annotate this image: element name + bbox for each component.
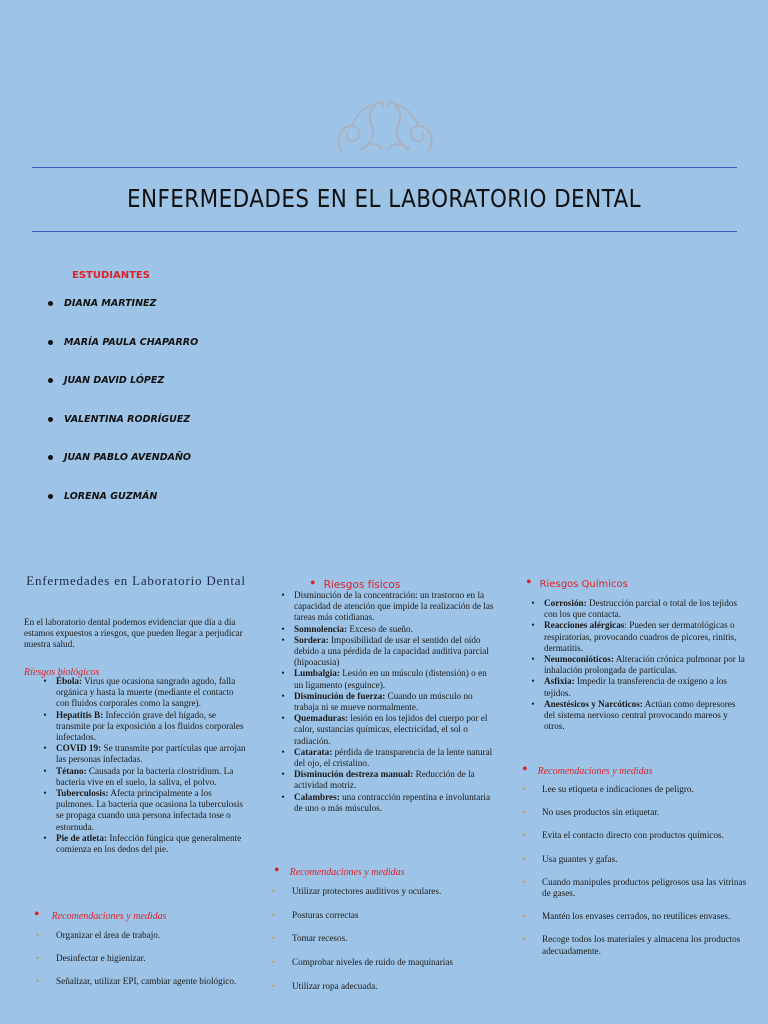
bullet-icon: [48, 417, 53, 422]
col1-rec-title: • Recomendaciones y medidas: [34, 906, 167, 923]
col2-rec-title: • Recomendaciones y medidas: [274, 862, 405, 879]
col1-recs: [36, 930, 246, 988]
bottom-divider: [32, 231, 737, 232]
list-item: • Somnolencia: Exceso de sueño.: [281, 623, 413, 634]
list-item: • Tuberculosis: Afecta principalmente a los pulmones. La bacteria que ocasiona la tuberculosis se propaga cuando una persona infectada tose o estornuda.: [43, 788, 244, 832]
student-item: JUAN DAVID LÓPEZ: [48, 375, 198, 414]
student-item: DIANA MARTINEZ: [48, 298, 198, 337]
col1-items: [34, 676, 246, 855]
column1-intro: En el laboratorio dental podemos evidenciar que día a día estamos expuestos a riesgos, que pueden llegar a perjudicar nuestra salud.: [24, 617, 243, 650]
list-item: • Quemaduras: lesión en los tejidos del cuerpo por el calor, sustancias químicas, electricidad, el sol o radiación.: [281, 713, 488, 746]
col3-items: [522, 598, 748, 732]
list-item: • Desinfectar e higienizar.: [36, 953, 146, 964]
list-item: • Reacciones alérgicas: Pueden ser dermatológicas o respiratorias, provocando cuadros de picores, rinitis, dermatitis.: [531, 620, 737, 653]
list-item: • Asfixia: Impedir la transferencia de oxígeno a los tejidos.: [531, 676, 727, 698]
list-item: • Tétano: Causada por la bacteria clostridium. La bacteria vive en el suelo, la saliva, el polvo.: [43, 765, 234, 787]
student-item: VALENTINA RODRÍGUEZ: [48, 414, 198, 453]
column1-title: Enfermedades en Laboratorio Dental: [26, 573, 246, 588]
list-item: • Mantén los envases cerrados, no reutilices envases.: [522, 911, 731, 922]
list-item: • Pie de atleta: Infección fúngica que generalmente comienza en los dedos del pie.: [43, 832, 242, 855]
list-item: • Hepatitis B: Infección grave del hígado, se transmite por la exposición a los fluidos corporales infectados.: [43, 709, 244, 743]
list-item: • Cuando manipules productos peligrosos usa las vitrinas de gases.: [522, 876, 747, 899]
list-item: • Sordera: Imposibilidad de usar el sentido del oído debido a una pérdida de la capacidad auditiva parcial (hipoacusia): [281, 634, 489, 668]
student-item: JUAN PABLO AVENDAÑO: [48, 452, 198, 491]
list-item: • Usa guantes y gafas.: [522, 853, 618, 864]
col1-section-title: Riesgos biológicos: [24, 667, 100, 678]
col2-recs: [272, 886, 494, 992]
list-item: • COVID 19: Se transmite por partículas que arrojan las personas infectadas.: [43, 743, 246, 765]
list-item: • Lee su etiqueta e indicaciones de peligro.: [522, 784, 694, 794]
student-item: LORENA GUZMÁN: [48, 491, 198, 530]
list-item: • Utilizar protectores auditivos y oculares.: [272, 886, 442, 896]
col3-rec-title: • Recomendaciones y medidas: [522, 761, 653, 778]
list-item: • Utilizar ropa adecuada.: [272, 980, 378, 991]
bullet-icon: [48, 340, 53, 345]
col3-section-title: • Riesgos Químicos: [526, 574, 628, 591]
list-item: • No uses productos sin etiquetar.: [522, 807, 660, 818]
bullet-icon: [48, 494, 53, 499]
list-item: • Disminución de fuerza: Cuando un músculo no trabaja ni se mueve normalmente.: [281, 690, 473, 713]
students-label: ESTUDIANTES: [72, 270, 150, 281]
list-item: • Catarata: pérdida de transparencia de la lente natural del ojo, el cristalino.: [281, 746, 493, 769]
student-item: MARÍA PAULA CHAPARRO: [48, 337, 198, 376]
list-item: • Disminución destreza manual: Reducción de la actividad motriz.: [281, 769, 475, 791]
bullet-icon: [48, 455, 53, 460]
list-item: • Posturas correctas: [272, 909, 359, 920]
list-item: • Ébola: Virus que ocasiona sangrado agudo, falla orgánica y hasta la muerte (mediante el contacto con fluidos corporales como la sangre).: [43, 676, 236, 709]
list-item: • Calambres: una contracción repentina e involuntaria de uno o más músculos.: [281, 791, 491, 813]
list-item: • Señalizar, utilizar EPI, cambiar agente biológico.: [36, 976, 237, 987]
bullet-icon: [48, 378, 53, 383]
col3-recs: [522, 784, 748, 957]
floral-ornament: [330, 96, 440, 158]
list-item: • Recoge todos los materiales y almacena los productos adecuadamente.: [522, 934, 741, 956]
list-item: • Anestésicos y Narcóticos: Actúan como depresores del sistema nervioso central provocando mareos y otros.: [531, 698, 736, 732]
list-item: • Organizar el área de trabajo.: [36, 930, 161, 940]
list-item: • Evita el contacto directo con productos químicos.: [522, 830, 724, 841]
list-item: • Comprobar niveles de ruido de maquinarias: [272, 957, 453, 968]
list-item: • Neumoconióticos: Alteración crónica pulmonar por la inhalación prolongada de partículas.: [531, 654, 745, 676]
list-item: • Disminución de la concentración: un trastorno en la capacidad de atención que impide la realización de las tareas más cotidianas.: [281, 590, 494, 623]
col2-items: [272, 590, 494, 814]
col2-section-title: • Riesgos físicos: [310, 575, 401, 592]
list-item: • Lumbalgia: Lesión en un músculo (distensión) o en un ligamento (esguince).: [281, 668, 487, 690]
bullet-icon: [48, 301, 53, 306]
list-item: • Corrosión: Destrucción parcial o total de los tejidos con los que contacta.: [531, 598, 737, 620]
list-item: • Tomar recesos.: [272, 933, 348, 944]
page-title: ENFERMEDADES EN EL LABORATORIO DENTAL: [126, 184, 642, 213]
top-divider: [32, 167, 737, 168]
students-list: [48, 298, 198, 529]
